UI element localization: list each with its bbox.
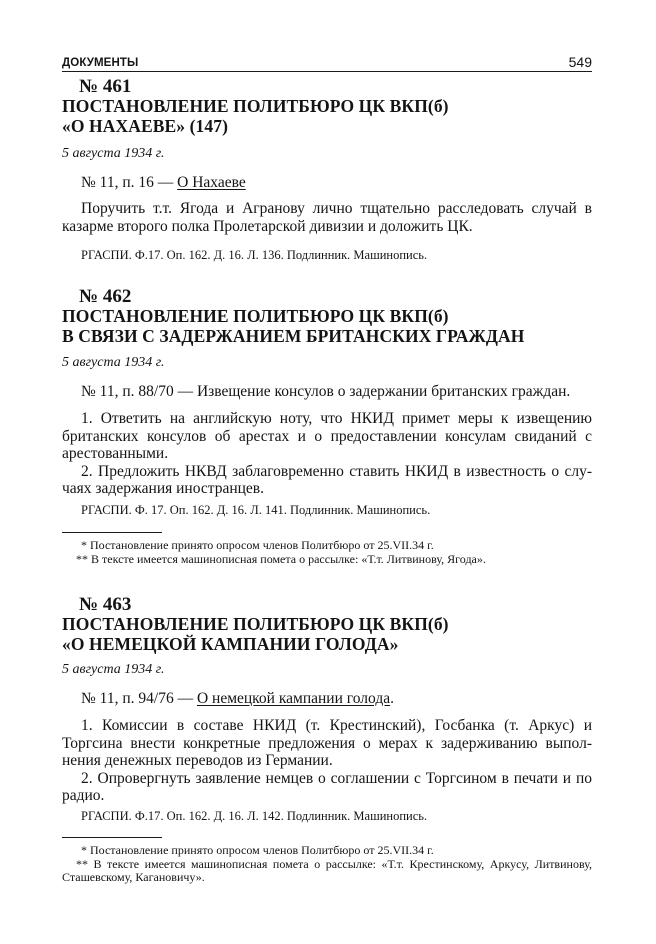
footnote: ** В тексте имеется машинописная помета о рассылке: «Т.т. Литвинову, Ягода». [76,551,486,566]
document-title-line-2: «О НЕМЕЦКОЙ КАМПАНИИ ГОЛОДА» [62,633,399,654]
agenda-reference [81,383,570,400]
resolution-paragraph: 1. Ответить на английскую ноту, что НКИД примет меры к извещению британских консулов об арестах и о предоставлении консулам свиданий с арестованными. [62,410,592,462]
document-title-line-2: «О НАХАЕВЕ» (147) [62,115,229,136]
resolution-paragraph: Поручить т.т. Ягода и Агранову лично тщательно расследовать случай в казарме второго полка Пролетарской дивизии и доложить ЦК. [62,200,592,235]
document-number: № 463 [79,594,132,615]
archive-source: РГАСПИ. Ф. 17. Оп. 162. Д. 16. Л. 141. Подлинник. Машинопись. [81,503,431,517]
footnote: * Постановление принято опросом членов Политбюро от 25.VII.34 г. [81,843,434,857]
resolution-paragraph: 2. Предложить НКВД заблаговременно ставить НКИД в известность о случаях задержания иностранцев. [62,462,592,497]
running-head [62,50,592,72]
footnote: * Постановление принято опросом членов Политбюро от 25.VII.34 г. [81,538,434,552]
document-462 [62,286,592,566]
archive-source: РГАСПИ. Ф.17. Оп. 162. Д. 16. Л. 142. Подлинник. Машинопись. [81,809,428,823]
document-title-line-1: ПОСТАНОВЛЕНИЕ ПОЛИТБЮРО ЦК ВКП(б) [62,614,449,634]
resolution-paragraph: 2. Опровергнуть заявление немцев о соглашении с Торгсином в печати и по радио. [62,769,592,804]
resolution-paragraph: 1. Комиссии в составе НКИД (т. Крестинский), Госбанка (т. Аркус) и Торгсина внести конкретные предложения о мерах к задерживанию выполнения денежных переводов из Германии. [62,717,592,769]
agenda-reference-prefix: № 11, п. 94/76 — [81,690,197,707]
document-number: № 461 [79,76,132,97]
document-page [62,50,592,884]
agenda-reference-suffix: . [390,690,394,707]
agenda-reference-subject: О немецкой кампании голода [196,690,391,707]
document-title-line-2: В СВЯЗИ С ЗАДЕРЖАНИЕМ БРИТАНСКИХ ГРАЖДАН [62,325,525,346]
agenda-reference [81,690,394,707]
footnote-rule [62,837,162,838]
resolution-body [62,717,592,805]
document-date: 5 августа 1934 г. [62,662,165,677]
document-461 [62,76,592,262]
agenda-reference-subject: О Нахаеве [177,174,246,191]
agenda-reference-prefix: № 11, п. 88/70 — Извещение консулов о задержании британских граждан. [81,383,571,400]
agenda-reference [81,174,246,191]
document-title-line-1: ПОСТАНОВЛЕНИЕ ПОЛИТБЮРО ЦК ВКП(б) [62,96,449,116]
running-head-section: ДОКУМЕНТЫ [62,57,139,69]
footnote: ** В тексте имеется машинописная помета о рассылке: «Т.т. Крестинскому, Аркусу, Литвинову, Сташевскому, Кагановичу». [62,856,592,884]
resolution-body [62,200,592,235]
archive-source: РГАСПИ. Ф.17. Оп. 162. Д. 16. Л. 136. Подлинник. Машинопись. [81,248,428,262]
document-date: 5 августа 1934 г. [62,146,165,161]
document-463 [62,594,592,884]
footnotes [62,844,592,885]
footnote-rule [62,532,162,533]
document-number: № 462 [79,286,132,307]
document-date: 5 августа 1934 г. [62,355,165,370]
page-number: 549 [568,54,592,70]
resolution-body [62,410,592,498]
footnotes [62,539,592,566]
document-title-line-1: ПОСТАНОВЛЕНИЕ ПОЛИТБЮРО ЦК ВКП(б) [62,306,449,326]
agenda-reference-prefix: № 11, п. 16 — [81,174,178,191]
